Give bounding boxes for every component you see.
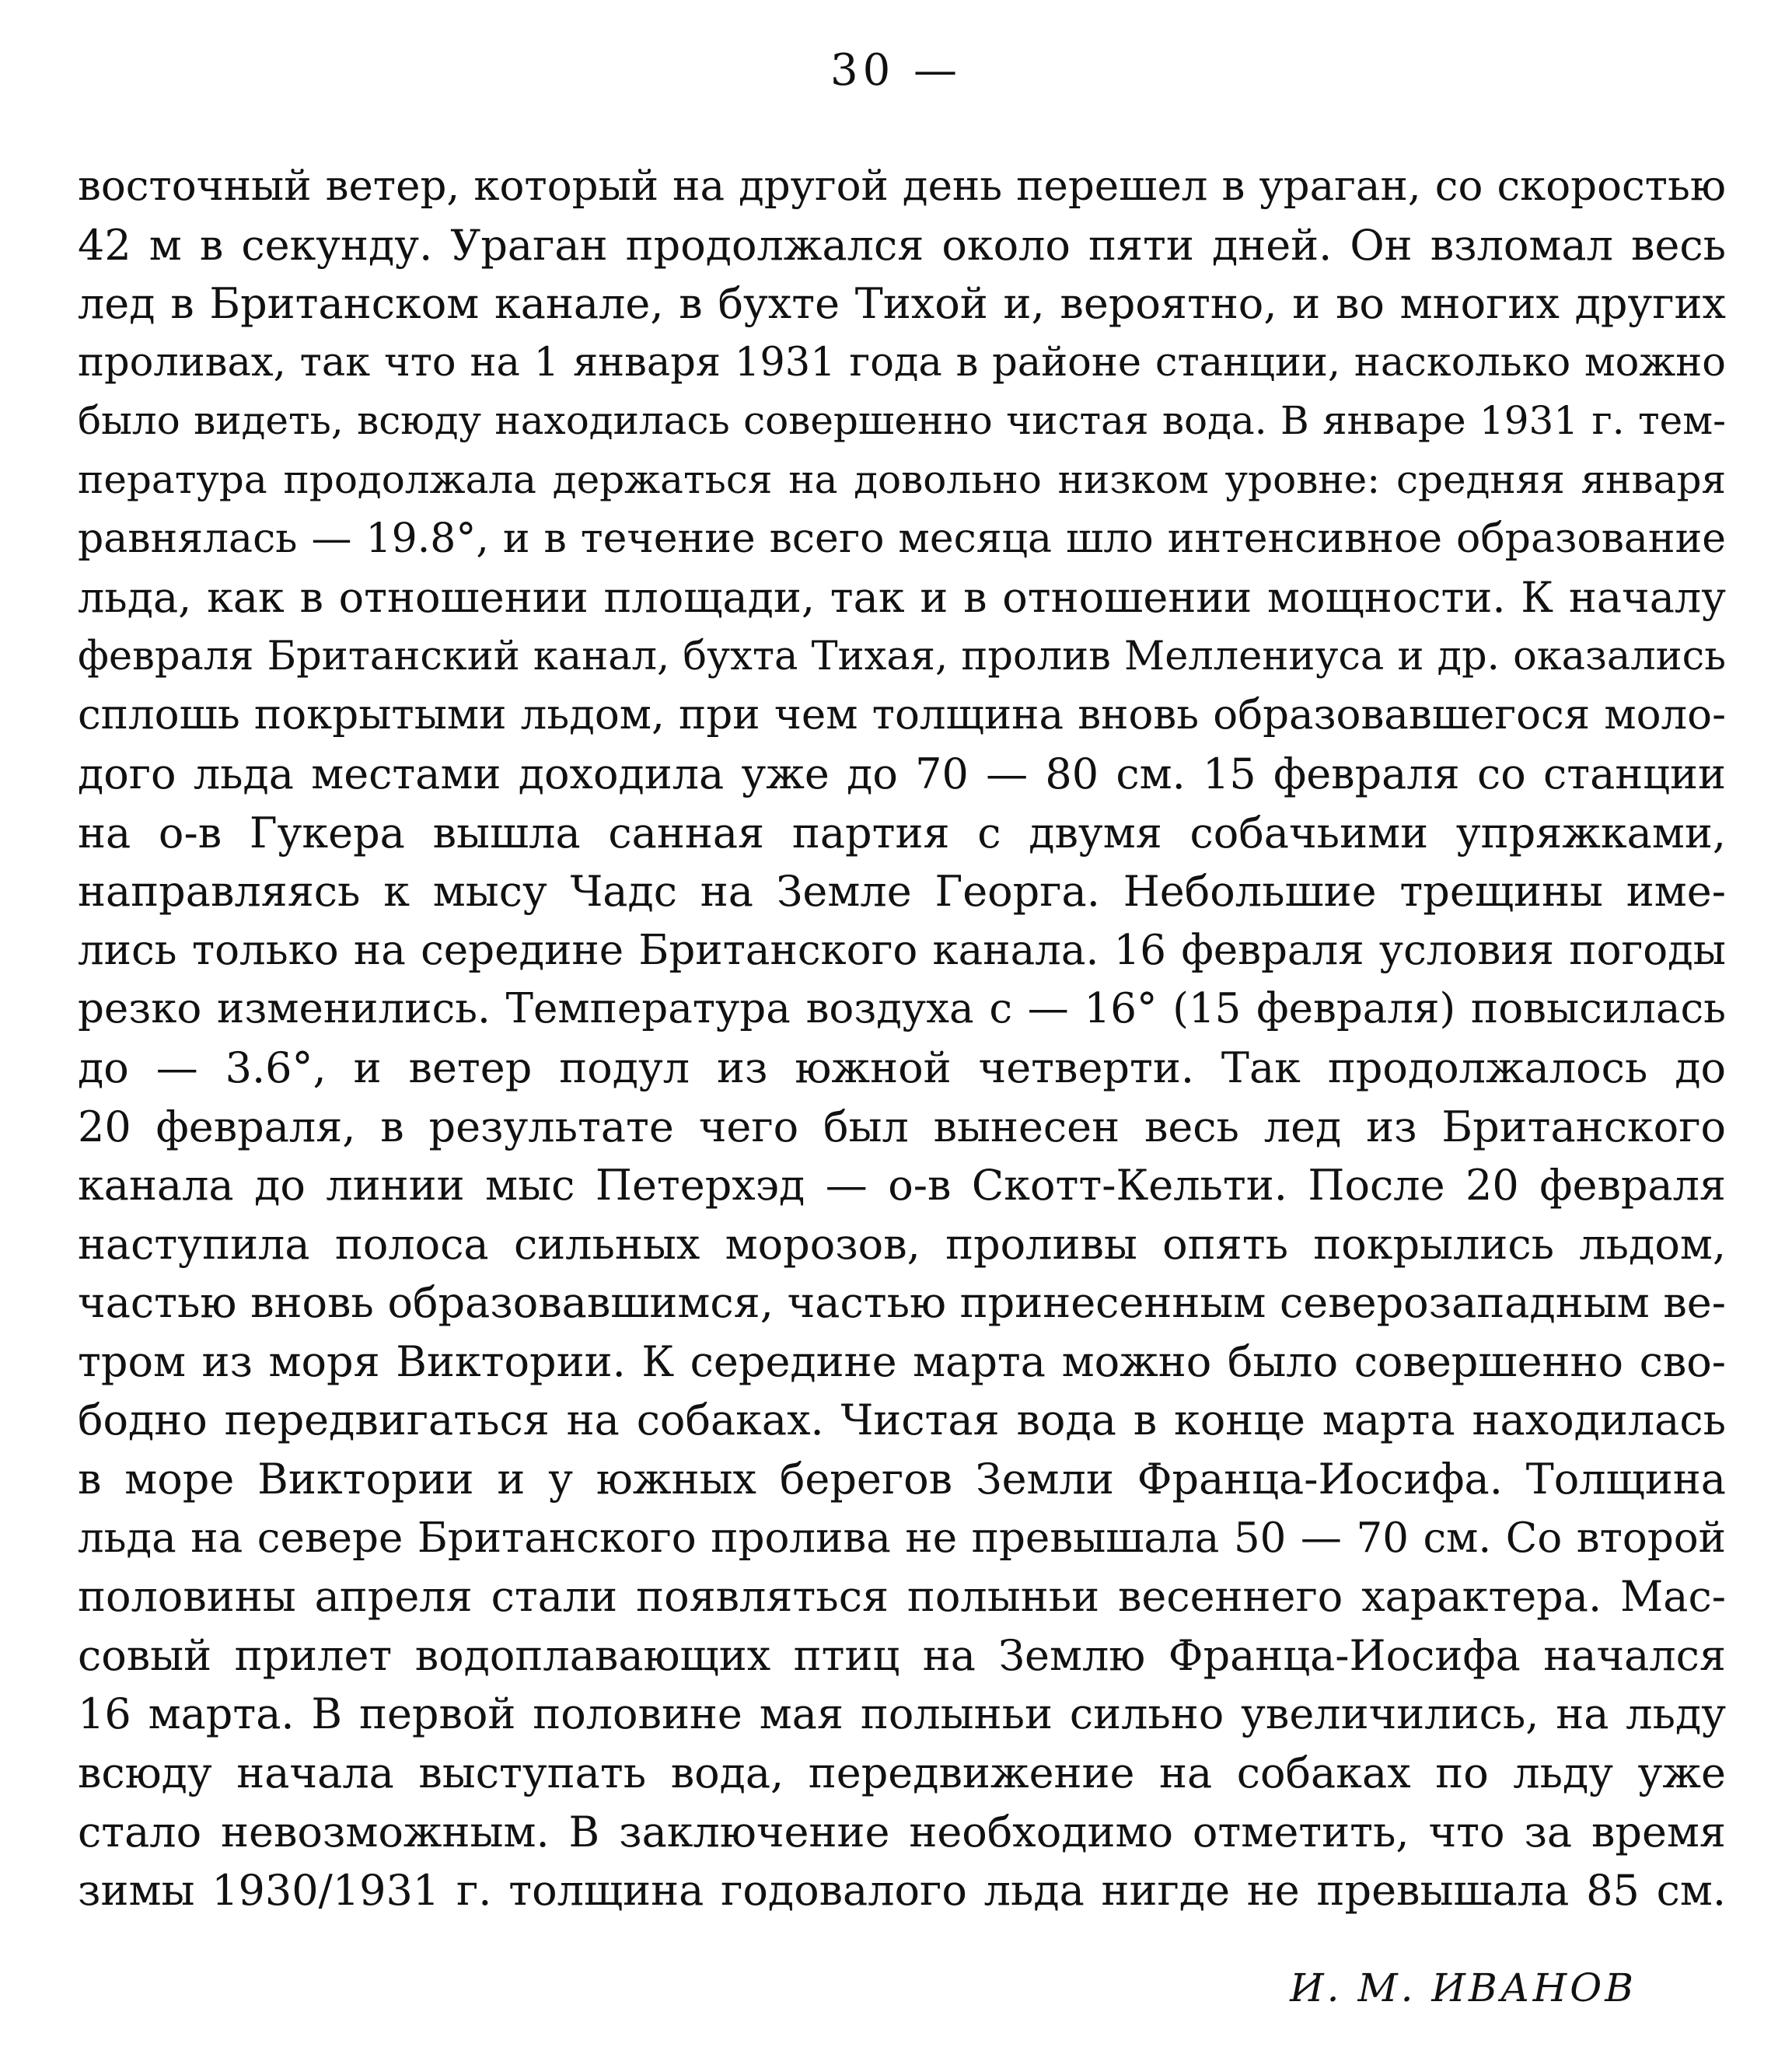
text-line: стало невозможным. В заключение необходимо отметить, что за время <box>78 1807 1726 1857</box>
text-line: в море Виктории и у южных берегов Земли Франца-Иосифа. Толщина <box>78 1455 1726 1504</box>
text-line: февраля Британский канал, бухта Тихая, пролив Меллениуса и др. оказались <box>78 633 1726 679</box>
text-line: частью вновь образовавшимся, частью принесенным северозападным ве- <box>78 1278 1726 1328</box>
text-line: резко изменились. Температура воздуха с — 16° (15 февраля) повысилась <box>78 985 1726 1033</box>
text-line: равнялась — 19.8°, и в течение всего месяца шло интенсивное образование <box>78 515 1726 562</box>
text-line: канала до линии мыс Петерхэд — о-в Скотт-Кельти. После 20 февраля <box>78 1161 1726 1210</box>
text-line: лед в Британском канале, в бухте Тихой и, вероятно, и во многих других <box>78 279 1726 329</box>
text-line: дого льда местами доходила уже до 70 — 80 см. 15 февраля со станции <box>78 749 1726 798</box>
text-line: пература продолжала держаться на довольно низком уровне: средняя января <box>78 456 1726 502</box>
text-line: всюду начала выступать вода, передвижение на собаках по льду уже <box>78 1748 1726 1798</box>
author-signature: И. М. ИВАНОВ <box>1290 1965 1637 2010</box>
text-line: было видеть, всюду находилась совершенно чистая вода. В январе 1931 г. тем- <box>78 398 1726 444</box>
text-line: 42 м в секунду. Ураган продолжался около пяти дней. Он взломал весь <box>78 220 1726 270</box>
text-line: восточный ветер, который на другой день перешел в ураган, со скоростью <box>78 162 1726 210</box>
body-text <box>78 157 1726 1920</box>
text-line: до — 3.6°, и ветер подул из южной четверти. Так продолжалось до <box>78 1043 1726 1092</box>
text-line: совый прилет водоплавающих птиц на Землю Франца-Иосифа начался <box>78 1630 1726 1680</box>
page-number: 30 — <box>830 45 962 96</box>
text-line: сплошь покрытыми льдом, при чем толщина вновь образовавшегося моло- <box>78 691 1726 739</box>
text-line: 20 февраля, в результате чего был вынесен весь лед из Британского <box>78 1102 1726 1151</box>
text-line: бодно передвигаться на собаках. Чистая вода в конце марта находилась <box>78 1396 1726 1445</box>
text-line: проливах, так что на 1 января 1931 года в районе станции, насколько можно <box>78 339 1726 386</box>
text-line: зимы 1930/1931 г. толщина годовалого льда нигде не превышала 85 см. <box>78 1866 1726 1916</box>
text-line: тром из моря Виктории. К середине марта можно было совершенно сво- <box>78 1336 1726 1386</box>
text-line: 16 марта. В первой половине мая полыньи сильно увеличились, на льду <box>78 1689 1726 1739</box>
text-line: на о-в Гукера вышла санная партия с двумя собачьими упряжками, <box>78 808 1726 858</box>
text-line: половины апреля стали появляться полыньи весеннего характера. Мас- <box>78 1572 1726 1622</box>
text-line: льда, как в отношении площади, так и в отношении мощности. К началу <box>78 573 1726 623</box>
text-line: наступила полоса сильных морозов, проливы опять покрылись льдом, <box>78 1219 1726 1269</box>
text-line: направляясь к мысу Чадс на Земле Георга. Небольшие трещины име- <box>78 867 1726 917</box>
text-line: льда на севере Британского пролива не превышала 50 — 70 см. Со второй <box>78 1514 1726 1562</box>
text-line: лись только на середине Британского канала. 16 февраля условия погоды <box>78 926 1726 974</box>
